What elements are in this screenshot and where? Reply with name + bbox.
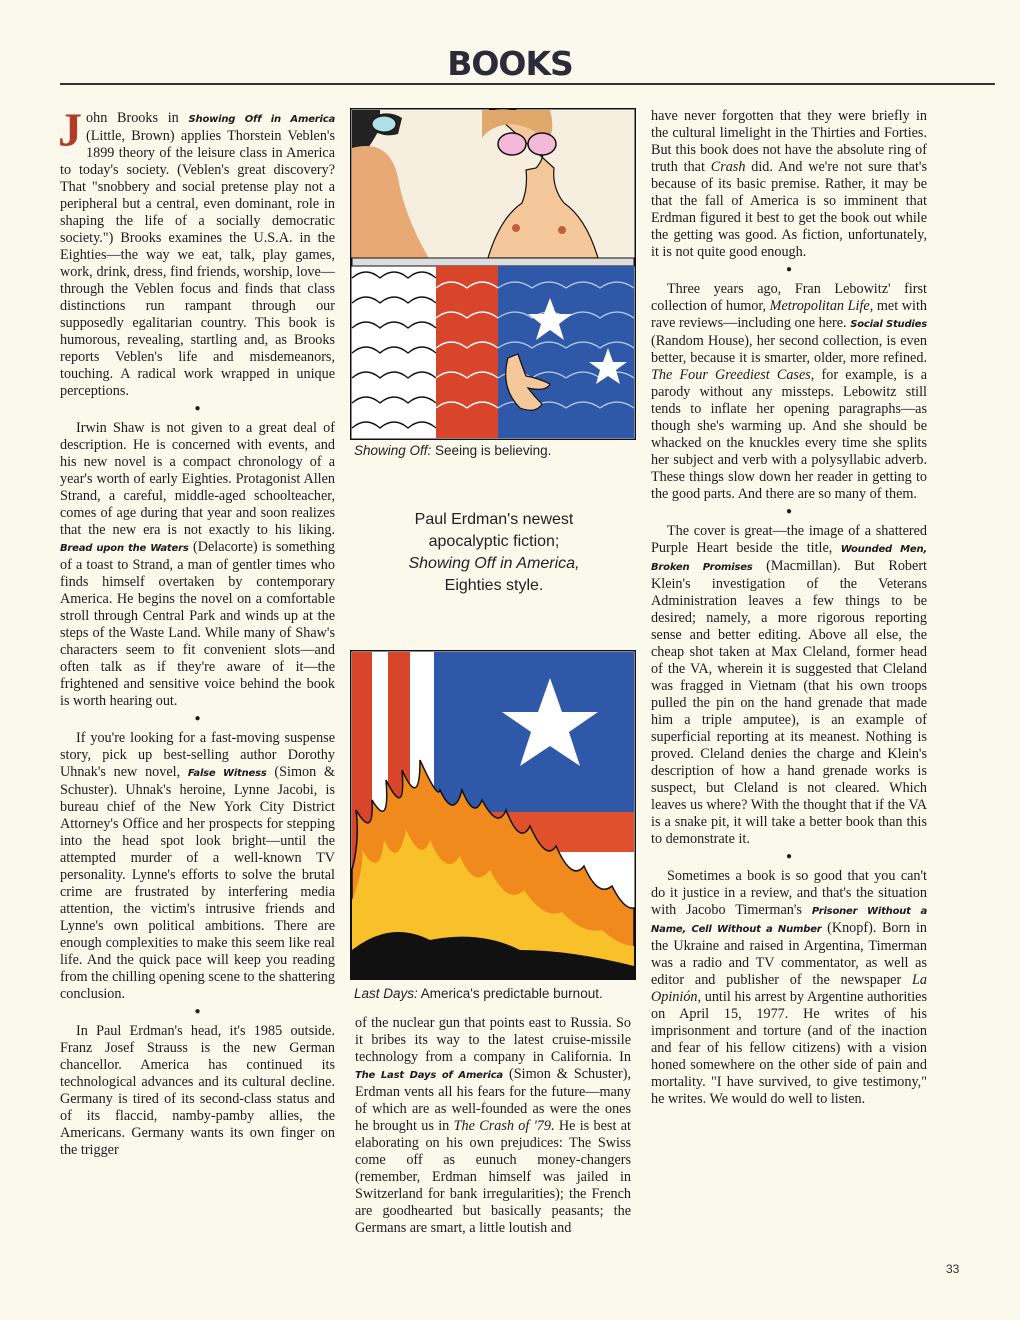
review-last-days-start: In Paul Erdman's head, it's 1985 outside. Franz Josef Strauss is the new German chancellor. America has continued its technological advances and its cultural decline. Germany is tired of its second-class status and of its flaccid, namby-pamby allies, the Americans. Germany wants its own finger on the trigger bbox=[60, 1023, 335, 1158]
drop-cap: J bbox=[58, 104, 82, 157]
review-false-witness: If you're looking for a fast-moving suspense story, pick up best-selling author Dorothy Uhnak's new novel, False Witness (Simon & Schuster). Uhnak's heroine, Lynne Jacobi, is bureau chief of the New York City District Attorney's Office and her prospects for stepping into the head spot look bright—until the attempted murder of a well-known TV personality. Lynne's efforts to solve the brutal crime are frustrated by interfering media attention, the victim's intrusive friends and Lynne's own political ambitions. There are enough complexities to make this seem like real life. And the quick pace will keep you reading from the chilling opening scene to the shattering conclusion. bbox=[60, 730, 335, 1002]
pull-quote: Paul Erdman's newest apocalyptic fiction; Showing Off in America, Eighties style. bbox=[408, 511, 580, 594]
book-title: False Witness bbox=[187, 768, 267, 779]
section-bullet: ● bbox=[785, 264, 793, 275]
review-wounded-men: The cover is great—the image of a shattered Purple Heart beside the title, Wounded Men, Broken Promises (Macmillan). But Robert Klein's investigation of the Veterans Administration leaves a few things to be desired; namely, a more rigorous reporting sense and better editing. Above all else, the cheap shot taken at Max Cleland, former head of the VA, wherein it is suggested that Cleland was fragged in Vietnam (that his own troops pulled the pin on the hand grenade that made him a triple amputee), is an example of superficial reporting at its meanest. Nothing is proved. Cleland denies the charge and Klein's description of how a hand grenade works is suspect, but Cleland is not cleared. Which leaves us where? With the thought that if the VA is a snake pit, it will take a better book than this to demonstrate it. bbox=[651, 523, 927, 847]
header-rule bbox=[60, 83, 995, 85]
review-last-days-cont: of the nuclear gun that points east to Russia. So it bribes its way to the latest cruise-missile technology from a company in California. In The Last Days of America (Simon & Schuster), Erdman vents all his fears for the future—many of which are as well-founded as were the ones he brought us in The Crash of '79. He is best at elaborating on his own prejudices: The Swiss come off as eunuch money-changers (remember, Erdman himself was jailed in Switzerland for bank irregularities); the French are goodhearted but basically peasants; the Germans are smart, a little loutish and bbox=[355, 1015, 631, 1236]
review-bread-upon-waters: Irwin Shaw is not given to a great deal of description. He is concerned with events, and his new novel is a compact chronology of a year's worth of early Eighties. Protagonist Allen Strand, a careful, middle-aged schoolteacher, comes of age during that year and soon realizes that the new era is not exactly to his liking. Bread upon the Waters (Delacorte) is something of a toast to Strand, a man of gentler times who finds himself overtaken by contemporary America. He begins the novel on a comfortable stroll through Central Park and winds up at the steps of the Waste Land. While many of Shaw's characters seem to fit convenient slots—and often talk as if they're aware of it—the frightened and sensitive voice behind the book is worth hearing out. bbox=[60, 420, 335, 709]
section-bullet: ● bbox=[194, 1006, 201, 1017]
illustration-caption-1: Showing Off: Seeing is believing. bbox=[354, 443, 552, 458]
article-column-2 bbox=[355, 1015, 631, 1237]
book-title: Bread upon the Waters bbox=[60, 543, 189, 554]
book-title: Social Studies bbox=[850, 319, 927, 330]
showing-off-illustration bbox=[350, 108, 636, 440]
review-social-studies: Three years ago, Fran Lebowitz' first collection of humor, Metropolitan Life, met with rave reviews—including one here. Social Studies (Random House), her second collection, is even better, because it is smarter, older, more refined. The Four Greediest Cases, for example, is a parody without any missteps. Lebowitz still tends to inflate her opening paragraphs—as though she's warming up. And she should be whacked on the knuckles every time she splits her subject and verb with a polysyllabic adverb. These things slow down her reader in getting to the good parts. And there are so many of them. bbox=[651, 281, 927, 502]
page-title: BOOKS bbox=[447, 44, 573, 83]
section-bullet: ● bbox=[194, 713, 201, 724]
review-prisoner-without-name: Sometimes a book is so good that you can't do it justice in a review, and that's the situation with Jacobo Timerman's Prisoner Without a Name, Cell Without a Number (Knopf). Born in the Ukraine and raised in Argentina, Timerman was a radio and TV commentator, as well as editor and publisher of the newspaper La Opinión, until his arrest by Argentine authorities on April 15, 1977. He writes of his imprisonment and torture (and of the inaction and fear of his fellow citizens) with a vision honed somewhere on the other side of pain and mortality. "I have survived, to give testimony," he writes. We would do well to listen. bbox=[651, 868, 927, 1107]
book-title: Showing Off in America bbox=[188, 114, 336, 125]
article-column-3 bbox=[651, 108, 927, 1108]
review-last-days-end: have never forgotten that they were briefly in the cultural limelight in the Thirties and Forties. But this book does not have the absolute ring of truth that Crash did. And we're not sure that's because of its basic premise. Rather, it may be that the fall of America is so imminent that Erdman figured it best to get the book out while the getting was good. As fiction, unfortunately, it is not quite good enough. bbox=[651, 108, 927, 260]
review-showing-off: John Brooks in Showing Off in America (Little, Brown) applies Thorstein Veblen's 1899 theory of the leisure class in America to today's society. (Veblen's great discovery? That "snobbery and social pretense play not a peripheral but a central, even dominant, role in shaping the life of a socially democratic society.") Brooks examines the U.S.A. in the Eighties—the way we eat, talk, play games, work, drink, dress, find friends, worship, love—through the Veblen focus and finds that class distinctions run rampant through our supposedly egalitarian country. This book is humorous, revealing, startling and, as Brooks reports Veblen's life and misdemeanors, touching. A radical work wrapped in unique perceptions. bbox=[58, 104, 336, 399]
last-days-illustration bbox=[350, 650, 636, 980]
article-column-1 bbox=[58, 104, 336, 1159]
book-title: The Last Days of America bbox=[355, 1070, 503, 1081]
page-number: 33 bbox=[946, 1262, 960, 1276]
section-bullet: ● bbox=[785, 506, 793, 517]
section-bullet: ● bbox=[785, 851, 793, 862]
book-title: Wounded Men, Broken Promises bbox=[651, 544, 927, 573]
section-bullet: ● bbox=[194, 403, 201, 414]
book-title: Prisoner Without a Name, Cell Without a Number bbox=[651, 906, 927, 935]
illustration-caption-2: Last Days: America's predictable burnout. bbox=[354, 986, 603, 1001]
